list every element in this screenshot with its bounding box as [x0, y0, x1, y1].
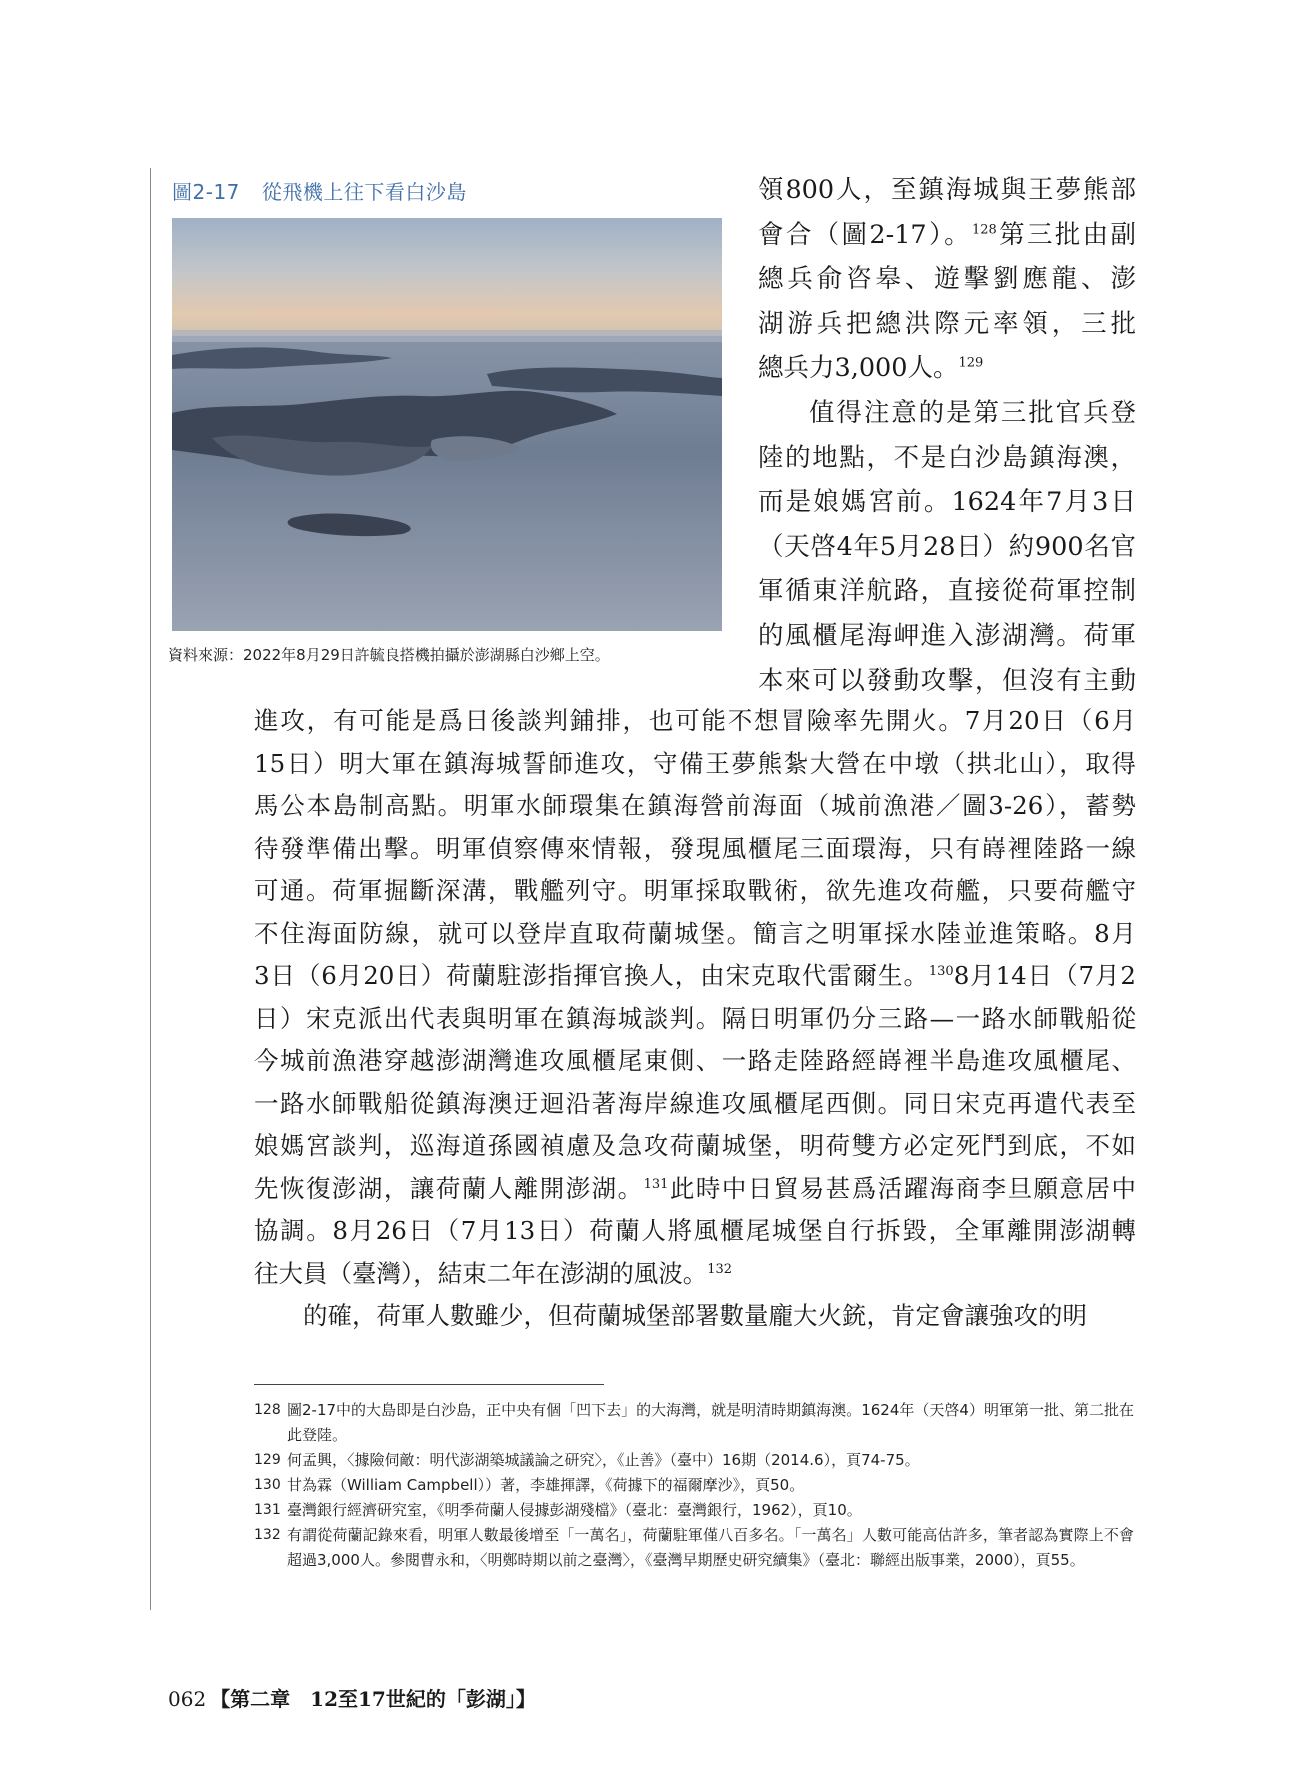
figure-caption [172, 176, 467, 205]
footnote-131 [254, 1498, 1134, 1523]
right-line [758, 213, 1136, 258]
body-line: 一路水師戰船從鎮海澳迂迴沿著海岸線進攻風櫃尾西側。同日宋克再遣代表至 [254, 1088, 1136, 1118]
right-line: 領800人，至鎮海城與王夢熊部 [758, 175, 1136, 205]
body-line: 娘媽宮談判，巡海道孫國禎慮及急攻荷蘭城堡，明荷雙方必定死鬥到底，不如 [254, 1131, 1136, 1160]
footnote-130 [254, 1473, 1134, 1498]
footnote-number: 130 [254, 1477, 281, 1493]
footnote-text: 有謂從荷蘭記錄來看，明軍人數最後增至「一萬名」，荷蘭駐軍僅八百多名。「一萬名」人數可能高估許多，筆者認為實際上不會超過3,000人。參閱曹永和，〈明鄭時期以前之臺灣〉，《臺灣早期歷史研究續集》（臺北：聯經出版事業，2000），頁55。 [287, 1526, 1134, 1569]
body-line [254, 955, 1136, 998]
footnote-number: 131 [254, 1502, 281, 1518]
footnote-ref-132: 132 [707, 1261, 733, 1277]
body-line-text: 此時中日貿易甚爲活躍海商李旦願意居中 [668, 1173, 1136, 1203]
left-margin-rule [150, 168, 151, 1610]
footnote-text: 甘為霖（William Campbell））著，李雄揮譯，《荷據下的福爾摩沙》，頁50。 [287, 1476, 805, 1494]
footnote-129 [254, 1448, 1134, 1473]
body-line-text: 先恢復澎湖，讓荷蘭人離開澎湖。 [254, 1173, 644, 1203]
right-line: （天啓4年5月28日）約900名官 [758, 531, 1136, 562]
footnote-128 [254, 1398, 1134, 1448]
right-line: 總兵俞咨皋、遊擊劉應龍、澎 [758, 264, 1136, 295]
figure-title: 從飛機上往下看白沙島 [261, 180, 467, 204]
right-line: 的風櫃尾海岬進入澎湖灣。荷軍 [758, 620, 1136, 651]
body-line: 不住海面防線，就可以登岸直取荷蘭城堡。簡言之明軍採水陸並進策略。8月 [254, 918, 1136, 948]
right-column-text [758, 168, 1136, 703]
right-line: 軍循東洋航路，直接從荷軍控制 [758, 576, 1136, 607]
body-line: 今城前漁港穿越澎湖灣進攻風櫃尾東側、一路走陸路經嵵裡半島進攻風櫃尾、 [254, 1046, 1136, 1075]
body-line-text: 8月14日（7月2 [953, 961, 1136, 990]
body-line: 協調。8月26日（7月13日）荷蘭人將風櫃尾城堡自行拆毀，全軍離開澎湖轉 [254, 1216, 1136, 1245]
footnote-number: 129 [254, 1452, 281, 1468]
footnote-number: 128 [254, 1402, 281, 1418]
right-line-text: 會合（圖2-17）。 [758, 219, 972, 250]
figure-source-note: 資料來源：2022年8月29日許毓良搭機拍攝於澎湖縣白沙鄉上空。 [168, 646, 610, 664]
running-chapter-title: 【第二章 12至17世紀的「彭湖」】 [210, 1687, 536, 1711]
right-line [758, 346, 1136, 391]
right-line-text: 第三批由副 [996, 219, 1136, 250]
footnote-number: 132 [254, 1527, 281, 1543]
body-line-text: 往大員（臺灣），結束二年在澎湖的風波。 [254, 1258, 708, 1288]
footnote-text: 圖2-17中的大島即是白沙島，正中央有個「凹下去」的大海灣，就是明清時期鎮海澳。1624年（天啓4）明軍第一批、第二批在此登陸。 [287, 1401, 1134, 1444]
right-line: 陸的地點，不是白沙島鎮海澳， [758, 442, 1136, 473]
right-line-text: 總兵力3,000人。 [758, 353, 959, 384]
body-line: 日）宋克派出代表與明軍在鎮海城談判。隔日明軍仍分三路—一路水師戰船從 [254, 1003, 1136, 1033]
body-line: 15日）明大軍在鎮海城誓師進攻，守備王夢熊紮大營在中墩（拱北山），取得 [254, 748, 1136, 778]
footnote-132 [254, 1523, 1134, 1573]
right-line: 本來可以發動攻擊，但沒有主動 [758, 665, 1136, 696]
right-line: 而是娘媽宮前。1624年7月3日 [758, 487, 1136, 518]
body-line [254, 1168, 1136, 1211]
footnote-text: 臺灣銀行經濟研究室，《明季荷蘭人侵據彭湖殘檔》（臺北：臺灣銀行，1962），頁10。 [287, 1501, 862, 1519]
body-line: 可通。荷軍掘斷深溝，戰艦列守。明軍採取戰術，欲先進攻荷艦，只要荷艦守 [254, 876, 1136, 905]
body-line: 馬公本島制高點。明軍水師環集在鎮海營前海面（城前漁港／圖3-26），蓄勢 [254, 791, 1136, 820]
body-line-text: 3日（6月20日）荷蘭駐澎指揮官換人，由宋克取代雷爾生。 [254, 961, 929, 990]
figure-number: 圖2-17 [172, 180, 240, 204]
body-line [254, 1253, 1136, 1296]
body-line: 進攻，有可能是爲日後談判鋪排，也可能不想冒險率先開火。7月20日（6月 [254, 706, 1136, 735]
footnote-ref-131: 131 [643, 1176, 669, 1192]
right-line: 值得注意的是第三批官兵登 [809, 397, 1136, 428]
page-number: 062 [168, 1687, 207, 1711]
aerial-photo-baisha-island [172, 218, 722, 631]
footnote-text: 何孟興，〈據險伺敵：明代澎湖築城議論之研究〉，《止善》（臺中）16期（2014.6），頁74-75。 [287, 1451, 920, 1469]
body-line: 的確，荷軍人數雖少，但荷蘭城堡部署數量龐大火銃，肯定會讓強攻的明 [303, 1301, 1087, 1330]
footnote-ref-128: 128 [971, 222, 997, 238]
footnotes [254, 1398, 1134, 1573]
main-body-text [254, 700, 1136, 1338]
footnote-ref-129: 129 [958, 355, 984, 371]
aerial-photo-graphic [172, 218, 722, 631]
right-line: 湖游兵把總洪際元率領，三批 [758, 308, 1136, 339]
footnote-ref-130: 130 [928, 963, 954, 979]
footnote-separator [254, 1384, 604, 1385]
body-line: 待發準備出擊。明軍偵察傳來情報，發現風櫃尾三面環海，只有嵵裡陸路一線 [254, 833, 1136, 863]
page-footer [168, 1683, 536, 1712]
